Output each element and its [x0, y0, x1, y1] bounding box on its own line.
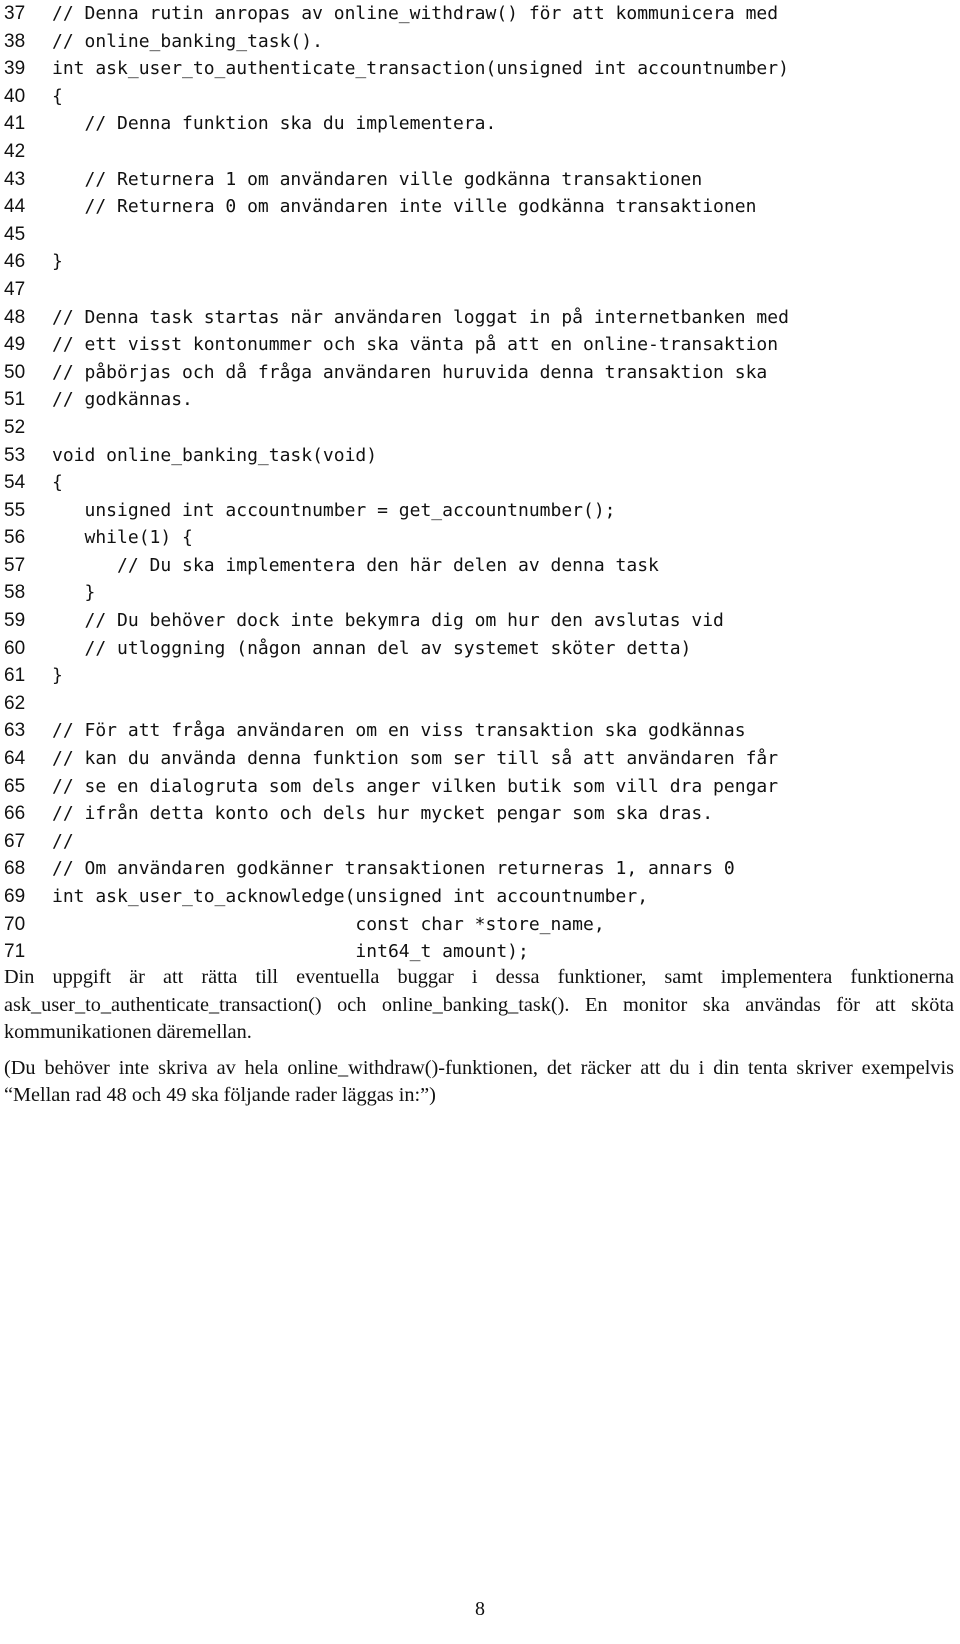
code-listing	[4, 0, 934, 966]
line-number: 64	[4, 748, 26, 770]
line-code: unsigned int accountnumber = get_accountnumber();	[52, 499, 616, 521]
line-code: // utloggning (någon annan del av systemet sköter detta)	[52, 637, 692, 659]
line-code: // online_banking_task().	[52, 30, 323, 52]
line-code: const char *store_name,	[52, 913, 605, 935]
instruction-paragraph: Din uppgift är att rätta till eventuella buggar i dessa funktioner, samt implementera funktionerna ask_user_to_authenticate_transaction() och online_banking_task(). En monitor ska användas för att sköta kommunikationen däremellan.	[4, 966, 954, 1044]
code-line	[4, 883, 934, 911]
code-line	[4, 276, 934, 304]
code-line	[4, 221, 934, 249]
code-line	[4, 469, 934, 497]
line-number: 49	[4, 334, 26, 356]
code-line	[4, 855, 934, 883]
code-line	[4, 0, 934, 28]
code-line	[4, 552, 934, 580]
line-number: 57	[4, 554, 26, 576]
line-code: }	[52, 665, 63, 687]
code-line	[4, 110, 934, 138]
line-number: 54	[4, 472, 26, 494]
exam-instructions	[4, 964, 954, 1118]
line-number: 40	[4, 85, 26, 107]
code-line	[4, 386, 934, 414]
code-line	[4, 938, 934, 966]
line-number: 50	[4, 361, 26, 383]
line-code: // ifrån detta konto och dels hur mycket pengar som ska dras.	[52, 803, 714, 825]
code-line	[4, 55, 934, 83]
line-number: 71	[4, 941, 26, 963]
line-number: 66	[4, 803, 26, 825]
line-code: // Om användaren godkänner transaktionen returneras 1, annars 0	[52, 858, 735, 880]
code-line	[4, 524, 934, 552]
line-code: }	[52, 582, 96, 604]
line-number: 65	[4, 775, 26, 797]
line-code: {	[52, 472, 63, 494]
line-code: // Denna task startas när användaren loggat in på internetbanken med	[52, 306, 789, 328]
code-line	[4, 635, 934, 663]
line-code: // ett visst kontonummer och ska vänta på att en online-transaktion	[52, 334, 779, 356]
line-code: // Denna rutin anropas av online_withdraw() för att kommunicera med	[52, 3, 779, 24]
code-line	[4, 166, 934, 194]
code-line	[4, 414, 934, 442]
line-number: 62	[4, 692, 26, 714]
line-code: }	[52, 251, 63, 273]
code-line	[4, 579, 934, 607]
line-number: 44	[4, 196, 26, 218]
line-number: 56	[4, 527, 26, 549]
line-code: // se en dialogruta som dels anger vilken butik som vill dra pengar	[52, 775, 779, 797]
line-number: 39	[4, 58, 26, 80]
line-number: 68	[4, 858, 26, 880]
code-line	[4, 83, 934, 111]
line-code: //	[52, 830, 74, 852]
line-number: 58	[4, 582, 26, 604]
line-code: void online_banking_task(void)	[52, 444, 378, 466]
line-code: // påbörjas och då fråga användaren huruvida denna transaktion ska	[52, 361, 768, 383]
line-code: while(1) {	[52, 527, 193, 549]
code-line	[4, 773, 934, 801]
code-line	[4, 359, 934, 387]
line-number: 67	[4, 830, 26, 852]
code-line	[4, 331, 934, 359]
line-number: 43	[4, 168, 26, 190]
line-number: 48	[4, 306, 26, 328]
code-line	[4, 497, 934, 525]
code-line	[4, 717, 934, 745]
line-number: 52	[4, 416, 26, 438]
line-number: 47	[4, 278, 26, 300]
code-line	[4, 607, 934, 635]
line-number: 59	[4, 610, 26, 632]
line-code: {	[52, 85, 63, 107]
code-line	[4, 690, 934, 718]
line-code: // För att fråga användaren om en viss transaktion ska godkännas	[52, 720, 746, 742]
line-number: 38	[4, 30, 26, 52]
line-code: // Returnera 0 om användaren inte ville godkänna transaktionen	[52, 196, 757, 218]
line-number: 60	[4, 637, 26, 659]
line-code: int ask_user_to_authenticate_transaction(unsigned int accountnumber)	[52, 58, 789, 80]
line-code: int64_t amount);	[52, 941, 529, 963]
code-line	[4, 828, 934, 856]
line-number: 41	[4, 113, 26, 135]
line-number: 61	[4, 665, 26, 687]
code-line	[4, 745, 934, 773]
line-number: 69	[4, 886, 26, 907]
line-code: // Returnera 1 om användaren ville godkänna transaktionen	[52, 168, 703, 190]
code-line	[4, 193, 934, 221]
page-number: 8	[475, 1598, 485, 1620]
code-line	[4, 442, 934, 470]
line-number: 70	[4, 913, 26, 935]
line-code: // Du behöver dock inte bekymra dig om hur den avslutas vid	[52, 610, 724, 632]
code-line	[4, 248, 934, 276]
line-code: // godkännas.	[52, 389, 193, 411]
code-line	[4, 800, 934, 828]
code-line	[4, 138, 934, 166]
line-number: 51	[4, 389, 26, 411]
line-code: int ask_user_to_acknowledge(unsigned int accountnumber,	[52, 886, 649, 907]
code-line	[4, 662, 934, 690]
instruction-note: (Du behöver inte skriva av hela online_withdraw()-funktionen, det räcker att du i din tenta skriver exempelvis “Mellan rad 48 och 49 ska följande rader läggas in:”)	[4, 1056, 954, 1107]
line-number: 45	[4, 223, 26, 245]
line-number: 42	[4, 140, 26, 162]
code-line	[4, 28, 934, 56]
code-line	[4, 304, 934, 332]
line-code: // Denna funktion ska du implementera.	[52, 113, 497, 135]
line-code: // Du ska implementera den här delen av denna task	[52, 554, 659, 576]
line-number: 63	[4, 720, 26, 742]
code-line	[4, 911, 934, 939]
line-code: // kan du använda denna funktion som ser till så att användaren får	[52, 748, 779, 770]
line-number: 37	[4, 3, 26, 24]
line-number: 53	[4, 444, 26, 466]
line-number: 46	[4, 251, 26, 273]
line-number: 55	[4, 499, 26, 521]
